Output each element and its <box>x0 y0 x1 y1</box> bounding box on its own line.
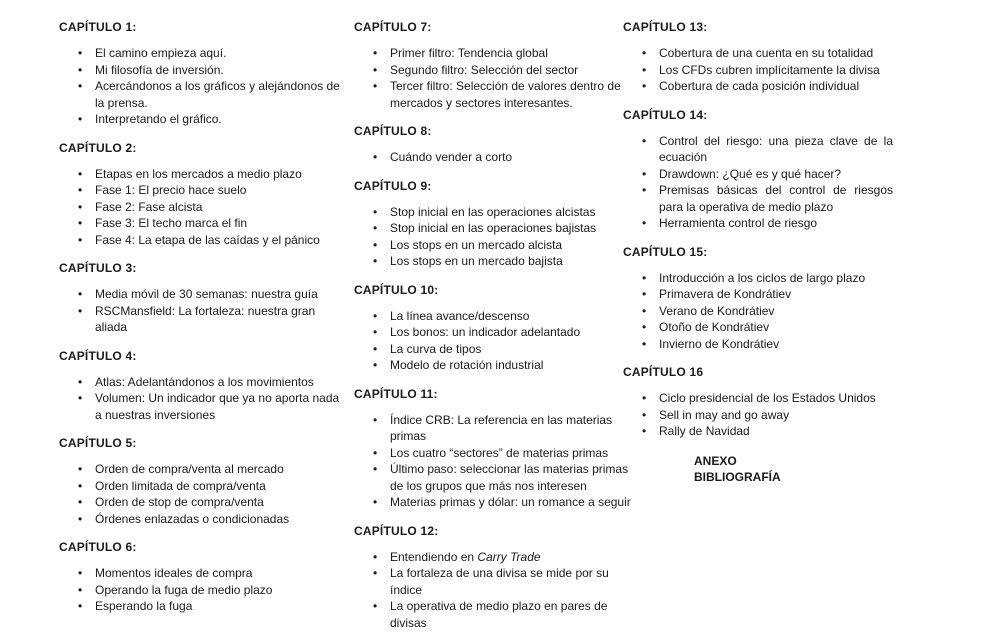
topic-text: Cobertura de cada posición individual <box>659 79 860 93</box>
chapter-section <box>59 261 349 336</box>
bullet-icon: • <box>78 46 83 60</box>
list-item <box>59 374 349 391</box>
list-item <box>59 461 349 478</box>
list-item <box>59 215 349 232</box>
topic-text: Fase 1: El precio hace suelo <box>95 183 247 197</box>
topic-text: Verano de Kondrátiev <box>659 303 775 318</box>
chapter-topic-list <box>354 549 639 632</box>
topic-text: Fase 3: El techo marca el fin <box>95 216 248 230</box>
list-item <box>59 598 349 615</box>
list-item <box>59 582 349 599</box>
bullet-icon: • <box>642 133 647 148</box>
chapter-heading: CAPÍTULO 2: <box>59 140 137 155</box>
list-item <box>59 390 349 423</box>
bullet-icon: • <box>78 216 83 230</box>
topic-text: Etapas en los mercados a medio plazo <box>95 166 302 181</box>
list-item <box>59 232 349 249</box>
list-item <box>354 62 639 79</box>
list-item <box>354 78 639 111</box>
chapter-heading: CAPÍTULO 5: <box>59 436 137 450</box>
bullet-icon: • <box>642 424 647 438</box>
topic-text: Los cuatro “sectores” de materias primas <box>390 445 609 460</box>
bullet-icon: • <box>373 150 378 164</box>
bullet-icon: • <box>373 221 378 235</box>
topic-text: Primavera de Kondrátiev <box>659 287 792 301</box>
chapter-heading: CAPÍTULO 12: <box>354 523 439 538</box>
bullet-icon: • <box>642 183 647 197</box>
topic-text: Stop inicial en las operaciones alcistas <box>390 204 596 219</box>
list-item <box>623 319 893 336</box>
topic-text: Tercer filtro: Selección de valores dentro de mercados y sectores interesantes. <box>390 79 621 110</box>
bullet-icon: • <box>373 204 378 219</box>
list-item <box>623 390 893 407</box>
topic-text: Sell in may and go away <box>659 407 790 422</box>
topic-text: Los CFDs cubren implícitamente la divisa <box>659 62 880 77</box>
chapter-heading: CAPÍTULO 14: <box>623 107 708 122</box>
chapter-section <box>59 349 349 424</box>
list-item <box>59 78 349 111</box>
topic-text: Primer filtro: Tendencia global <box>390 46 548 60</box>
list-item <box>59 303 349 336</box>
list-item <box>59 286 349 303</box>
bullet-icon: • <box>373 325 378 339</box>
topic-text: Fase 4: La etapa de las caídas y el pánico <box>95 232 320 247</box>
chapter-topic-list <box>59 374 349 424</box>
toc-column-1 <box>59 20 349 628</box>
topic-text: Órdenes enlazadas o condicionadas <box>95 511 290 526</box>
chapter-topic-list <box>354 149 639 166</box>
list-item <box>59 62 349 79</box>
chapter-section <box>623 365 893 440</box>
topic-text: Herramienta control de riesgo <box>659 216 818 230</box>
list-item <box>623 286 893 303</box>
bullet-icon: • <box>78 183 83 197</box>
chapter-section <box>623 108 893 232</box>
list-item <box>354 565 639 598</box>
topic-text: Los stops en un mercado bajista <box>390 254 563 268</box>
bullet-icon: • <box>373 341 378 356</box>
topic-text: La línea avance/descenso <box>390 308 530 323</box>
chapter-heading: CAPÍTULO 1: <box>59 20 137 34</box>
chapter-section <box>354 524 639 632</box>
bullet-icon: • <box>78 599 83 613</box>
chapter-topic-list <box>59 565 349 615</box>
bullet-icon: • <box>373 308 378 323</box>
chapter-heading: CAPÍTULO 9: <box>354 178 432 193</box>
topic-text: Premisas básicas del control de riesgos para la operativa de medio plazo <box>659 183 893 214</box>
list-item <box>354 461 639 494</box>
list-item <box>623 215 893 232</box>
chapter-topic-list <box>354 45 639 111</box>
topic-text: Materias primas y dólar: un romance a seguir <box>390 495 631 509</box>
topic-text: Orden de stop de compra/venta <box>95 495 264 509</box>
topic-text: Los bonos: un indicador adelantado <box>390 325 581 339</box>
bullet-icon: • <box>373 46 378 60</box>
topic-text: Volumen: Un indicador que ya no aporta nada a nuestras inversiones <box>95 391 340 422</box>
bullet-icon: • <box>78 166 83 181</box>
toc-column-3 <box>623 20 893 485</box>
chapter-heading: CAPÍTULO 10: <box>354 282 439 297</box>
list-item <box>59 166 349 183</box>
list-item <box>623 270 893 287</box>
topic-text: La fortaleza de una divisa se mide por su índice <box>390 566 609 597</box>
chapter-heading: CAPÍTULO 13: <box>623 20 708 34</box>
topic-text: Invierno de Kondrátiev <box>659 336 780 351</box>
bullet-icon: • <box>642 391 647 405</box>
list-item <box>354 237 639 254</box>
bullet-icon: • <box>642 62 647 77</box>
topic-text: La curva de tipos <box>390 341 482 356</box>
topic-text: Esperando la fuga <box>95 599 193 613</box>
bullet-icon: • <box>373 599 378 613</box>
topic-text: Modelo de rotación industrial <box>390 358 544 372</box>
list-item <box>623 166 893 183</box>
chapter-section <box>623 20 893 95</box>
topic-text: Índice CRB: La referencia en las materias primas <box>390 412 613 443</box>
bullet-icon: • <box>642 216 647 230</box>
chapter-heading: CAPÍTULO 7: <box>354 20 432 34</box>
list-item <box>59 45 349 62</box>
topic-text: Introducción a los ciclos de largo plazo <box>659 270 866 285</box>
list-item <box>623 45 893 62</box>
chapter-section <box>354 20 639 111</box>
bullet-icon: • <box>642 320 647 334</box>
chapter-topic-list <box>354 204 639 270</box>
list-item <box>354 549 639 566</box>
bullet-icon: • <box>78 287 83 301</box>
bullet-icon: • <box>78 112 83 126</box>
chapter-topic-list <box>59 166 349 249</box>
topic-text: Orden limitada de compra/venta <box>95 478 266 493</box>
bullet-icon: • <box>78 495 83 509</box>
bullet-icon: • <box>78 566 83 580</box>
list-item <box>59 111 349 128</box>
list-item <box>623 182 893 215</box>
chapter-topic-list <box>623 390 893 440</box>
list-item <box>354 45 639 62</box>
chapter-section <box>623 245 893 353</box>
bullet-icon: • <box>78 511 83 526</box>
chapter-section <box>354 283 639 374</box>
chapter-heading: CAPÍTULO 4: <box>59 348 137 363</box>
bullet-icon: • <box>642 407 647 422</box>
bullet-icon: • <box>642 79 647 93</box>
list-item <box>623 407 893 424</box>
bullet-icon: • <box>642 287 647 301</box>
bullet-icon: • <box>78 199 83 214</box>
list-item <box>623 133 893 166</box>
chapter-topic-list <box>59 286 349 336</box>
chapter-section <box>59 20 349 128</box>
chapter-topic-list <box>59 461 349 527</box>
topic-text: Atlas: Adelantándonos a los movimientos <box>95 374 314 389</box>
bullet-icon: • <box>78 582 83 597</box>
topic-text: Último paso: seleccionar las materias primas de los grupos que más nos interesen <box>390 462 629 493</box>
list-item <box>354 204 639 221</box>
bullet-icon: • <box>373 412 378 427</box>
topic-text: Fase 2: Fase alcista <box>95 199 203 214</box>
bullet-icon: • <box>642 166 647 181</box>
list-item <box>59 565 349 582</box>
list-item <box>59 478 349 495</box>
bullet-icon: • <box>78 232 83 247</box>
list-item <box>354 412 639 445</box>
chapter-section <box>59 436 349 527</box>
chapter-topic-list <box>623 270 893 353</box>
topic-text: Entendiendo en Carry Trade <box>390 549 541 564</box>
bullet-icon: • <box>78 478 83 493</box>
bullet-icon: • <box>78 79 83 93</box>
topic-text: La operativa de medio plazo en pares de divisas <box>390 599 608 630</box>
list-item <box>59 182 349 199</box>
bullet-icon: • <box>78 462 83 476</box>
list-item <box>354 253 639 270</box>
chapter-heading: CAPÍTULO 3: <box>59 261 137 275</box>
chapter-topic-list <box>354 412 639 511</box>
list-item <box>623 303 893 320</box>
list-item <box>354 308 639 325</box>
topic-text: Segundo filtro: Selección del sector <box>390 62 579 77</box>
bullet-icon: • <box>642 270 647 285</box>
bullet-icon: • <box>78 62 83 77</box>
bullet-icon: • <box>373 79 378 93</box>
chapter-topic-list <box>354 308 639 374</box>
bullet-icon: • <box>373 358 378 372</box>
list-item <box>354 324 639 341</box>
topic-text: Interpretando el gráfico. <box>95 112 222 126</box>
topic-text: Control del riesgo: una pieza clave de la ecuación <box>659 133 893 164</box>
list-item <box>59 511 349 528</box>
chapter-topic-list <box>623 45 893 95</box>
chapter-section <box>354 124 639 166</box>
bullet-icon: • <box>642 336 647 351</box>
appendix-block <box>694 453 893 485</box>
chapter-heading: CAPÍTULO 11: <box>354 386 438 401</box>
chapter-heading: CAPÍTULO 16 <box>623 365 704 379</box>
chapter-section <box>59 141 349 249</box>
bullet-icon: • <box>78 391 83 405</box>
topic-text: Stop inicial en las operaciones bajistas <box>390 221 597 235</box>
topic-text: Los stops en un mercado alcista <box>390 237 563 252</box>
topic-text: Orden de compra/venta al mercado <box>95 462 284 476</box>
annex-heading: ANEXO <box>694 453 737 468</box>
bullet-icon: • <box>373 254 378 268</box>
chapter-section <box>354 179 639 270</box>
bullet-icon: • <box>642 303 647 318</box>
bullet-icon: • <box>642 46 647 60</box>
list-item <box>354 149 639 166</box>
list-item <box>354 445 639 462</box>
chapter-topic-list <box>59 45 349 128</box>
bullet-icon: • <box>373 445 378 460</box>
topic-text: Operando la fuga de medio plazo <box>95 582 273 597</box>
topic-text: Otoño de Kondrátiev <box>659 320 770 334</box>
topic-text: Momentos ideales de compra <box>95 566 253 580</box>
list-item <box>354 220 639 237</box>
list-item <box>354 494 639 511</box>
toc-column-2 <box>354 20 639 644</box>
list-item <box>623 78 893 95</box>
chapter-section <box>354 387 639 511</box>
list-item <box>623 62 893 79</box>
chapter-heading: CAPÍTULO 15: <box>623 244 708 259</box>
list-item <box>354 357 639 374</box>
list-item <box>59 494 349 511</box>
bullet-icon: • <box>78 303 83 318</box>
list-item <box>623 423 893 440</box>
bibliography-heading: BIBLIOGRAFÍA <box>694 469 781 484</box>
bullet-icon: • <box>373 549 378 564</box>
topic-text: Mi filosofía de inversión. <box>95 62 224 77</box>
bullet-icon: • <box>78 374 83 389</box>
list-item <box>623 336 893 353</box>
topic-text: Media móvil de 30 semanas: nuestra guía <box>95 287 318 301</box>
topic-text: El camino empieza aquí. <box>95 46 227 60</box>
list-item <box>354 341 639 358</box>
topic-text: Acercándonos a los gráficos y alejándonos de la prensa. <box>95 79 340 110</box>
topic-text: Rally de Navidad <box>659 424 750 438</box>
topic-text: Drawdown: ¿Qué es y qué hacer? <box>659 166 842 181</box>
bullet-icon: • <box>373 62 378 77</box>
topic-text: Ciclo presidencial de los Estados Unidos <box>659 391 876 405</box>
bullet-icon: • <box>373 237 378 252</box>
topic-text: RSCMansfield: La fortaleza: nuestra gran aliada <box>95 303 316 334</box>
bullet-icon: • <box>373 462 378 476</box>
list-item <box>59 199 349 216</box>
list-item <box>354 598 639 631</box>
chapter-heading: CAPÍTULO 6: <box>59 540 137 554</box>
topic-text: Cobertura de una cuenta en su totalidad <box>659 46 874 60</box>
topic-text: Cuándo vender a corto <box>390 150 513 164</box>
chapter-heading: CAPÍTULO 8: <box>354 124 432 138</box>
chapter-topic-list <box>623 133 893 232</box>
bullet-icon: • <box>373 566 378 580</box>
bullet-icon: • <box>373 495 378 509</box>
chapter-section <box>59 540 349 615</box>
